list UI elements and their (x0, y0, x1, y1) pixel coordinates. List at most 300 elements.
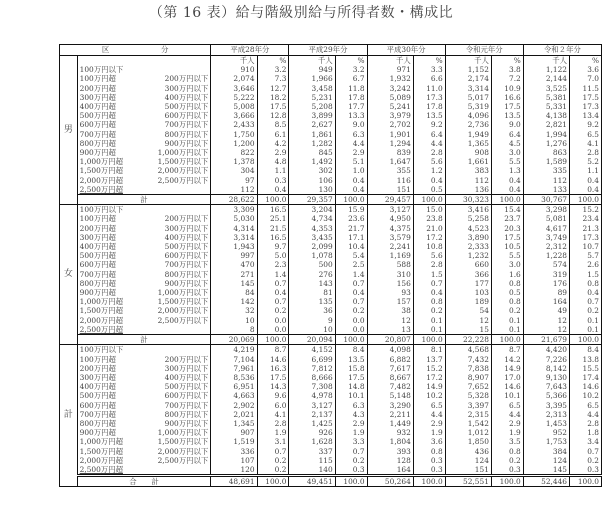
count-cell: 7,961 (211, 364, 257, 373)
pct-cell: 2.3 (257, 260, 289, 269)
pct-cell: 10.4 (335, 242, 367, 251)
pct-cell: 17.7 (335, 102, 367, 111)
table-row (60, 233, 602, 242)
total-count-cell: 20,807 (367, 335, 413, 345)
count-cell: 4,152 (289, 345, 335, 355)
pct-cell: 18.2 (257, 93, 289, 102)
pct-cell: 0.8 (491, 447, 523, 456)
pct-cell: 0.4 (257, 288, 289, 297)
unit-count-label: 千人 (211, 56, 257, 66)
pct-cell: 0.0 (335, 316, 367, 325)
count-cell: 136 (445, 185, 491, 195)
pct-cell: 9.7 (257, 242, 289, 251)
bracket-lower: 1,500万円超 (79, 446, 123, 456)
bracket-upper: 800万円以下 (139, 130, 211, 139)
count-cell: 302 (289, 166, 335, 175)
bracket-lower: 100万円以下 (77, 345, 139, 355)
count-cell: 4,617 (523, 224, 569, 233)
bracket-upper: 2,500万円以下 (139, 456, 211, 465)
bracket-lower: 1,000万円超 (79, 437, 123, 447)
pct-cell: 13.5 (491, 111, 523, 120)
pct-cell: 0.2 (335, 456, 367, 465)
count-cell: 5,089 (367, 93, 413, 102)
table-row (60, 111, 602, 120)
pct-cell: 1.5 (570, 270, 602, 279)
pct-cell: 1.4 (335, 270, 367, 279)
pct-cell: 4.5 (491, 139, 523, 148)
bracket-lower: 300万円超 (79, 232, 116, 242)
count-cell: 164 (367, 465, 413, 476)
count-cell: 1,078 (289, 251, 335, 260)
pct-cell: 14.8 (335, 382, 367, 391)
section-label: 女 (60, 205, 78, 345)
total-pct-cell: 100.0 (335, 195, 367, 205)
pct-cell: 5.1 (335, 157, 367, 166)
year-header: 平成29年分 (289, 45, 367, 56)
pct-cell: 6.5 (570, 401, 602, 410)
count-cell: 2,736 (445, 120, 491, 129)
count-cell: 116 (367, 176, 413, 185)
count-cell: 133 (523, 185, 569, 195)
pct-cell: 8.1 (413, 345, 445, 355)
bracket-upper: 200万円以下 (139, 74, 211, 83)
pct-cell: 4.1 (257, 410, 289, 419)
count-cell: 5,017 (445, 93, 491, 102)
table-row (60, 270, 602, 279)
count-cell: 6,882 (367, 355, 413, 364)
total-pct-cell: 100.0 (335, 476, 367, 487)
pct-cell: 16.5 (257, 233, 289, 242)
unit-count-label: 千人 (289, 56, 335, 66)
bracket-upper (139, 65, 211, 74)
pct-cell: 0.2 (257, 306, 289, 315)
table-row (60, 419, 602, 428)
bracket-upper: 200万円以下 (139, 214, 211, 223)
table-title: （第 16 表）給与階級別給与所得者数・構成比 (148, 5, 454, 21)
pct-cell: 5.7 (570, 251, 602, 260)
pct-cell: 2.6 (570, 260, 602, 269)
total-row (60, 335, 602, 345)
total-label: 計 (77, 195, 211, 205)
bracket-upper (139, 345, 211, 355)
bracket-upper: 1,500万円以下 (139, 157, 211, 166)
table-row (60, 242, 602, 251)
total-pct-cell: 100.0 (570, 476, 602, 487)
total-pct-cell: 100.0 (413, 335, 445, 345)
bracket-lower: 200万円超 (79, 363, 116, 373)
table-row (60, 279, 602, 288)
pct-cell: 1.4 (257, 270, 289, 279)
table-row (60, 251, 602, 260)
pct-cell: 6.3 (335, 401, 367, 410)
pct-cell: 17.2 (413, 373, 445, 382)
bracket-lower: 2,000万円超 (79, 175, 123, 185)
bracket-upper: 600万円以下 (139, 111, 211, 120)
pct-cell: 0.5 (491, 288, 523, 297)
unit-pct-label: % (335, 56, 367, 66)
bracket-upper: 2,500万円以下 (139, 176, 211, 185)
count-cell: 1,932 (367, 74, 413, 83)
pct-cell: 14.2 (491, 355, 523, 364)
count-cell: 2,902 (211, 401, 257, 410)
pct-cell: 10.7 (570, 242, 602, 251)
count-cell: 8,142 (523, 364, 569, 373)
year-header: 平成28年分 (211, 45, 289, 56)
pct-cell: 4.4 (413, 410, 445, 419)
count-cell: 156 (367, 279, 413, 288)
pct-cell: 17.5 (257, 102, 289, 111)
count-cell: 1,850 (445, 437, 491, 446)
count-cell: 9,130 (523, 373, 569, 382)
unit-row (60, 345, 602, 355)
pct-cell: 17.5 (570, 93, 602, 102)
count-cell: 145 (523, 465, 569, 476)
pct-cell: 14.6 (257, 355, 289, 364)
count-cell: 32 (211, 306, 257, 315)
pct-cell: 1.9 (335, 428, 367, 437)
total-pct-cell: 100.0 (570, 335, 602, 345)
pct-cell: 17.3 (570, 233, 602, 242)
income-distribution-table (59, 44, 602, 487)
pct-cell: 14.3 (257, 382, 289, 391)
pct-cell: 0.7 (257, 447, 289, 456)
pct-cell: 10.5 (491, 242, 523, 251)
pct-cell: 10.1 (491, 391, 523, 400)
total-count-cell: 30,323 (445, 195, 491, 205)
pct-cell: 0.2 (491, 456, 523, 465)
count-cell: 355 (367, 166, 413, 175)
count-cell: 2,315 (445, 410, 491, 419)
pct-cell: 1.5 (413, 270, 445, 279)
bracket-lower: 500万円超 (79, 391, 116, 401)
pct-cell: 17.8 (413, 102, 445, 111)
pct-cell: 23.6 (335, 214, 367, 223)
count-cell: 140 (289, 465, 335, 476)
bracket-upper: 800万円以下 (139, 410, 211, 419)
bracket-upper: 2,000万円以下 (139, 306, 211, 315)
bracket-lower: 800万円超 (79, 138, 116, 148)
count-cell: 112 (523, 176, 569, 185)
count-cell: 845 (289, 148, 335, 157)
pct-cell: 3.2 (335, 65, 367, 74)
pct-cell: 0.4 (257, 185, 289, 195)
total-count-cell: 21,679 (523, 335, 569, 345)
count-cell: 3,127 (367, 205, 413, 215)
count-cell: 384 (523, 447, 569, 456)
bracket-upper: 2,000万円以下 (139, 166, 211, 175)
count-cell: 103 (445, 288, 491, 297)
bracket-upper: 400万円以下 (139, 373, 211, 382)
pct-cell: 3.0 (491, 260, 523, 269)
pct-cell: 15.2 (570, 205, 602, 215)
count-cell: 908 (445, 148, 491, 157)
count-cell: 952 (523, 428, 569, 437)
total-count-cell: 49,451 (289, 476, 335, 487)
bracket-upper: 2,500万円以下 (139, 316, 211, 325)
pct-cell: 5.6 (413, 251, 445, 260)
count-cell: 336 (211, 447, 257, 456)
count-cell: 366 (445, 270, 491, 279)
pct-cell: 23.8 (413, 214, 445, 223)
count-cell: 164 (523, 297, 569, 306)
count-cell: 3,416 (445, 205, 491, 215)
count-cell: 3,646 (211, 84, 257, 93)
pct-cell: 0.7 (257, 297, 289, 306)
bracket-lower: 700万円超 (79, 269, 116, 279)
pct-cell: 21.3 (570, 224, 602, 233)
pct-cell: 21.7 (335, 224, 367, 233)
count-cell: 4,219 (211, 345, 257, 355)
count-cell: 5,030 (211, 214, 257, 223)
count-cell: 1,228 (523, 251, 569, 260)
count-cell: 436 (445, 447, 491, 456)
count-cell: 3,298 (523, 205, 569, 215)
pct-cell: 3.3 (413, 65, 445, 74)
pct-cell: 0.1 (570, 316, 602, 325)
pct-cell: 5.2 (570, 157, 602, 166)
pct-cell: 3.4 (570, 437, 602, 446)
header-row (60, 45, 602, 56)
count-cell: 12 (445, 316, 491, 325)
pct-cell: 11.8 (335, 84, 367, 93)
pct-cell: 0.1 (491, 325, 523, 335)
table-row (60, 410, 602, 419)
pct-cell: 0.8 (491, 279, 523, 288)
count-cell: 3,749 (523, 233, 569, 242)
total-pct-cell: 100.0 (257, 335, 289, 345)
pct-cell: 0.7 (257, 279, 289, 288)
count-cell: 1,378 (211, 157, 257, 166)
bracket-lower: 300万円超 (79, 92, 116, 102)
count-cell: 4,568 (445, 345, 491, 355)
count-cell: 36 (289, 306, 335, 315)
count-cell: 2,211 (367, 410, 413, 419)
pct-cell: 0.4 (491, 185, 523, 195)
bracket-lower: 900万円超 (79, 148, 116, 158)
table-row (60, 447, 602, 456)
count-cell: 1,966 (289, 74, 335, 83)
total-pct-cell: 100.0 (491, 195, 523, 205)
pct-cell: 25.1 (257, 214, 289, 223)
table-row (60, 364, 602, 373)
bracket-upper: 400万円以下 (139, 233, 211, 242)
pct-cell: 2.8 (413, 260, 445, 269)
bracket-lower: 1,000万円超 (79, 157, 123, 167)
count-cell: 1,804 (367, 437, 413, 446)
count-cell: 3,458 (289, 84, 335, 93)
count-cell: 4,420 (523, 345, 569, 355)
bracket-lower: 2,500万円超 (79, 464, 123, 474)
bracket-lower: 400万円超 (79, 382, 116, 392)
count-cell: 1,861 (289, 130, 335, 139)
count-cell: 1,200 (211, 139, 257, 148)
pct-cell: 9.2 (413, 120, 445, 129)
section-label: 計 (60, 345, 78, 487)
pct-cell: 6.3 (335, 130, 367, 139)
count-cell: 3,309 (211, 205, 257, 215)
pct-cell: 2.8 (570, 148, 602, 157)
pct-cell: 17.4 (570, 373, 602, 382)
pct-cell: 21.5 (257, 224, 289, 233)
pct-cell: 17.0 (491, 373, 523, 382)
total-count-cell: 22,228 (445, 335, 491, 345)
table-row (60, 65, 602, 74)
pct-cell: 7.0 (570, 74, 602, 83)
bracket-lower: 600万円超 (79, 400, 116, 410)
pct-cell: 4.4 (335, 139, 367, 148)
section-label: 男 (60, 56, 78, 205)
count-cell: 130 (289, 185, 335, 195)
count-cell: 8,666 (289, 373, 335, 382)
bracket-lower: 100万円以下 (79, 65, 124, 75)
table-row (60, 139, 602, 148)
count-cell: 3,890 (445, 233, 491, 242)
count-cell: 1,943 (211, 242, 257, 251)
count-cell: 106 (289, 176, 335, 185)
pct-cell: 10.2 (570, 391, 602, 400)
count-cell: 1,152 (445, 65, 491, 74)
table-row (60, 84, 602, 93)
total-count-cell: 48,691 (211, 476, 257, 487)
pct-cell: 4.4 (413, 139, 445, 148)
bracket-lower: 900万円超 (79, 288, 116, 298)
count-cell: 7,226 (523, 355, 569, 364)
count-cell: 1,628 (289, 437, 335, 446)
table-row (60, 306, 602, 315)
total-pct-cell: 100.0 (491, 335, 523, 345)
count-cell: 5,381 (523, 93, 569, 102)
count-cell: 822 (211, 148, 257, 157)
pct-cell: 0.4 (570, 185, 602, 195)
pct-cell: 13.5 (413, 111, 445, 120)
pct-cell: 1.1 (257, 166, 289, 175)
count-cell: 7,432 (445, 355, 491, 364)
pct-cell: 0.5 (413, 185, 445, 195)
pct-cell: 15.4 (491, 205, 523, 215)
count-cell: 1,232 (445, 251, 491, 260)
pct-cell: 0.2 (335, 306, 367, 315)
count-cell: 2,241 (367, 242, 413, 251)
pct-cell: 0.2 (491, 306, 523, 315)
total-count-cell: 52,446 (523, 476, 569, 487)
pct-cell: 4.4 (491, 410, 523, 419)
pct-cell: 0.2 (257, 456, 289, 465)
pct-cell: 9.6 (257, 391, 289, 400)
bracket-upper: 300万円以下 (139, 364, 211, 373)
table-row (60, 325, 602, 335)
pct-cell: 17.1 (335, 233, 367, 242)
pct-cell: 16.5 (257, 205, 289, 215)
unit-pct-label: % (491, 56, 523, 66)
pct-cell: 6.5 (491, 401, 523, 410)
pct-cell: 0.4 (491, 176, 523, 185)
count-cell: 5,208 (289, 102, 335, 111)
count-cell: 120 (211, 465, 257, 476)
pct-cell: 3.6 (570, 65, 602, 74)
year-header: 令和２年分 (523, 45, 601, 56)
pct-cell: 4.8 (257, 157, 289, 166)
total-pct-cell: 100.0 (413, 195, 445, 205)
table-row (60, 214, 602, 223)
count-cell: 4,523 (445, 224, 491, 233)
count-cell: 3,290 (367, 401, 413, 410)
count-cell: 2,821 (523, 120, 569, 129)
count-cell: 12 (367, 316, 413, 325)
bracket-lower: 1,500万円超 (79, 306, 123, 316)
count-cell: 38 (367, 306, 413, 315)
count-cell: 128 (367, 456, 413, 465)
pct-cell: 4.4 (570, 410, 602, 419)
pct-cell: 2.8 (413, 148, 445, 157)
count-cell: 177 (445, 279, 491, 288)
pct-cell: 10.9 (491, 84, 523, 93)
count-cell: 10 (211, 316, 257, 325)
pct-cell: 0.8 (413, 447, 445, 456)
count-cell: 335 (523, 166, 569, 175)
bracket-lower: 100万円超 (79, 354, 116, 364)
count-cell: 9 (289, 316, 335, 325)
table-row (60, 185, 602, 195)
year-header: 平成30年分 (367, 45, 445, 56)
count-cell: 3,242 (367, 84, 413, 93)
count-cell: 93 (367, 288, 413, 297)
pct-cell: 17.5 (335, 373, 367, 382)
bracket-blank (139, 56, 211, 66)
table-row (60, 316, 602, 325)
count-cell: 2,333 (445, 242, 491, 251)
bracket-lower: 2,500万円超 (79, 324, 123, 334)
pct-cell: 10.1 (335, 391, 367, 400)
count-cell: 1,425 (289, 419, 335, 428)
count-cell: 5,258 (445, 214, 491, 223)
bracket-lower: 500万円超 (79, 251, 116, 261)
count-cell: 2,137 (289, 410, 335, 419)
count-cell: 1,122 (523, 65, 569, 74)
count-cell: 145 (211, 279, 257, 288)
pct-cell: 21.0 (413, 224, 445, 233)
pct-cell: 0.1 (491, 316, 523, 325)
count-cell: 660 (445, 260, 491, 269)
count-cell: 8,536 (211, 373, 257, 382)
count-cell: 13 (367, 325, 413, 335)
count-cell: 1,365 (445, 139, 491, 148)
pct-cell: 0.2 (570, 456, 602, 465)
bracket-lower: 400万円超 (79, 102, 116, 112)
pct-cell: 6.1 (257, 130, 289, 139)
pct-cell: 17.2 (413, 233, 445, 242)
count-cell: 124 (523, 456, 569, 465)
pct-cell: 4.3 (335, 410, 367, 419)
count-cell: 1,542 (445, 419, 491, 428)
pct-cell: 17.8 (335, 93, 367, 102)
pct-cell: 6.0 (257, 401, 289, 410)
count-cell: 10 (289, 325, 335, 335)
count-cell: 157 (367, 297, 413, 306)
pct-cell: 3.0 (491, 148, 523, 157)
count-cell: 7,617 (367, 364, 413, 373)
pct-cell: 3.1 (257, 437, 289, 446)
total-pct-cell: 100.0 (335, 335, 367, 345)
pct-cell: 5.6 (413, 157, 445, 166)
count-cell: 107 (211, 456, 257, 465)
table-row (60, 428, 602, 437)
count-cell: 271 (211, 270, 257, 279)
pct-cell: 0.2 (413, 306, 445, 315)
table-row (60, 401, 602, 410)
count-cell: 8 (211, 325, 257, 335)
table-row (60, 260, 602, 269)
bracket-upper: 1,000万円以下 (139, 148, 211, 157)
